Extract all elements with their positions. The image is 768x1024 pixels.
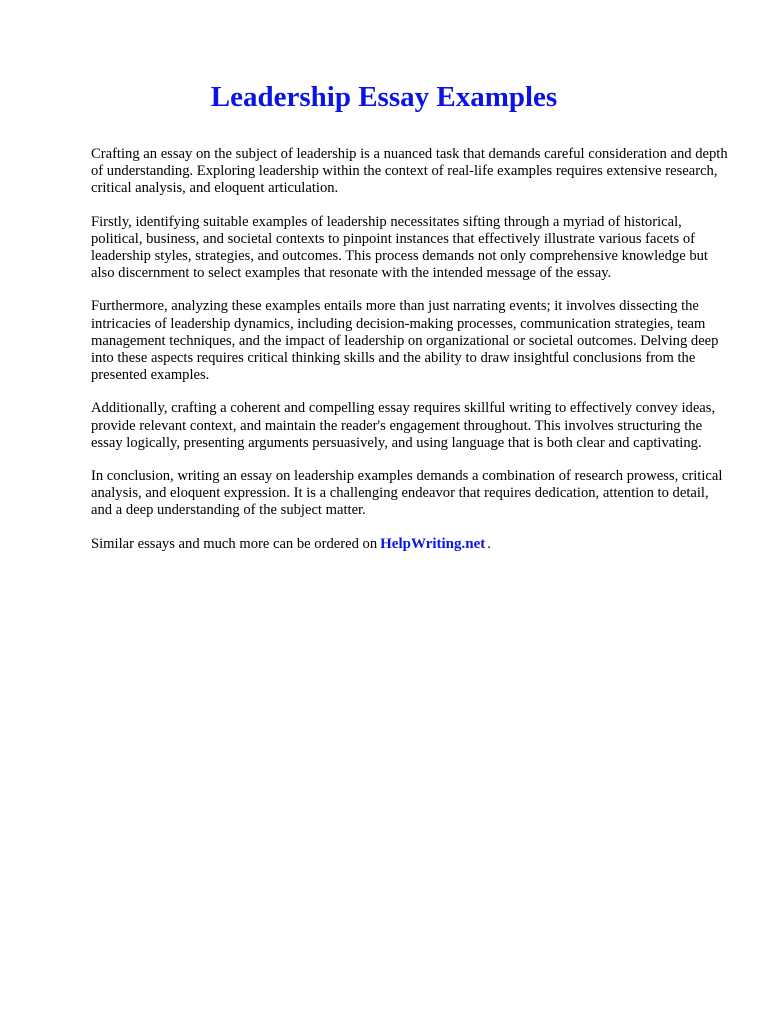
order-note-prefix: Similar essays and much more can be ordered on xyxy=(91,535,378,552)
order-note xyxy=(91,536,731,553)
order-note-suffix: . xyxy=(487,535,491,552)
page-title: Leadership Essay Examples xyxy=(210,81,558,113)
paragraph-5: In conclusion, writing an essay on leadership examples demands a combination of research prowess, critical analysis, and eloquent expression. It is a challenging endeavor that requires dedication, attention to detail, and a deep understanding of the subject matter. xyxy=(91,468,723,519)
paragraph-2: Firstly, identifying suitable examples of leadership necessitates sifting through a myriad of historical, political, business, and societal contexts to pinpoint instances that effectively illustrate various facets of leadership styles, strategies, and outcomes. This process demands not only comprehensive knowledge but also discernment to select examples that resonate with the intended message of the essay. xyxy=(91,213,708,282)
paragraph-3: Furthermore, analyzing these examples entails more than just narrating events; it involves dissecting the intricacies of leadership dynamics, including decision-making processes, communication strategies, team management techniques, and the impact of leadership on organizational or societal outcomes. Delving deep into these aspects requires critical thinking skills and the ability to draw insightful conclusions from the presented examples. xyxy=(91,298,719,384)
helpwriting-link[interactable]: HelpWriting.net xyxy=(380,535,486,552)
essay-body xyxy=(91,146,731,553)
paragraph-4: Additionally, crafting a coherent and compelling essay requires skillful writing to effectively convey ideas, provide relevant context, and maintain the reader's engagement throughout. This involves structuring the essay logically, presenting arguments persuasively, and using language that is both clear and captivating. xyxy=(91,400,716,451)
paragraph-1: Crafting an essay on the subject of leadership is a nuanced task that demands careful consideration and depth of understanding. Exploring leadership within the context of real-life examples requires extensive research, critical analysis, and eloquent articulation. xyxy=(91,146,728,197)
